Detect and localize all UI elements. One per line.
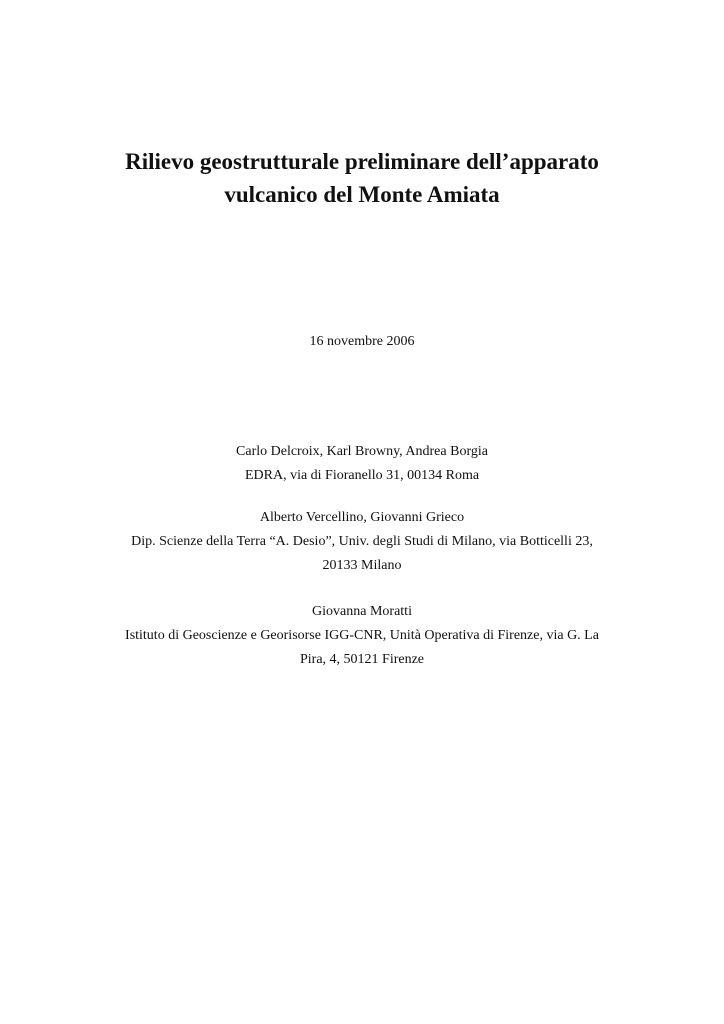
author-group-firenze [40,600,684,672]
title-line: Rilievo geostrutturale preliminare dell’apparato [125,149,599,174]
author-names: Alberto Vercellino, Giovanni Grieco [259,510,465,525]
affiliation-line: EDRA, via di Fioranello 31, 00134 Roma [244,468,480,483]
document-title [60,145,664,211]
affiliation-line: Pira, 4, 50121 Firenze [299,652,425,667]
affiliation-line: 20133 Milano [322,558,402,573]
author-names: Carlo Delcroix, Karl Browny, Andrea Borgia [236,444,488,459]
title-line: vulcanico del Monte Amiata [224,182,500,207]
affiliation-line: Istituto di Geoscienze e Georisorse IGG-CNR, Unità Operativa di Firenze, via G. La [125,628,599,643]
author-names: Giovanna Moratti [312,604,412,619]
affiliation-line: Dip. Scienze della Terra “A. Desio”, Univ. degli Studi di Milano, via Botticelli 23, [131,534,593,549]
document-date: 16 novembre 2006 [309,334,415,349]
author-group-milano [40,506,684,578]
author-group-edra [40,440,684,488]
